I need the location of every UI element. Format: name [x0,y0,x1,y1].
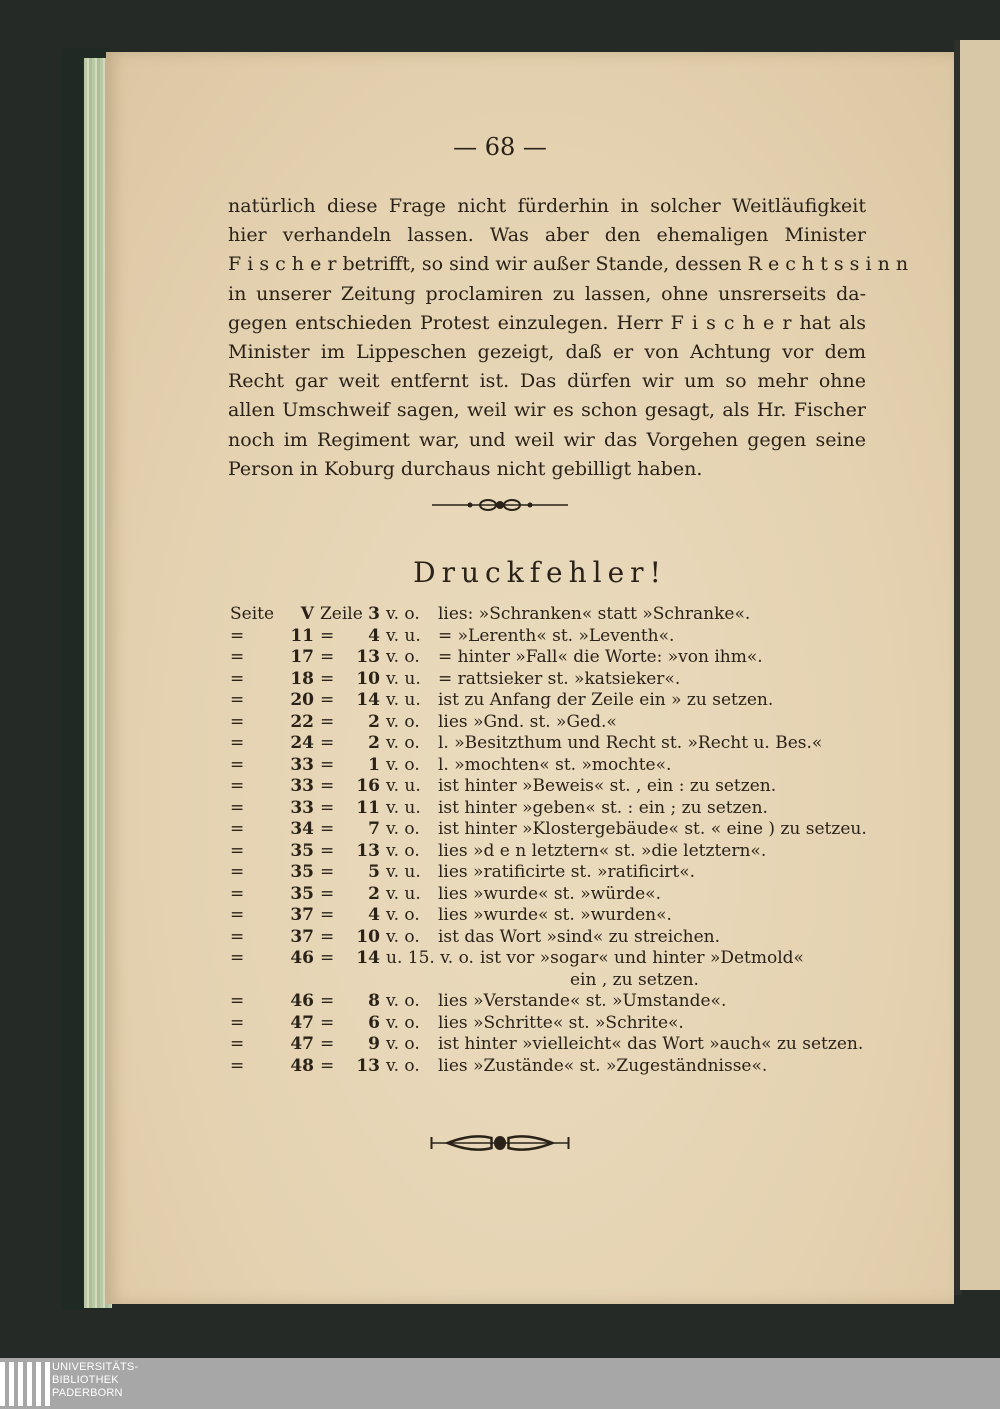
library-logo-text: UNIVERSITÄTS- BIBLIOTHEK PADERBORN [52,1361,139,1399]
errata-line-label: = [320,668,335,689]
errata-direction: v. o. [386,840,420,861]
errata-text: lies »Gnd. st. »Ged.« [438,711,617,732]
errata-text: lies: »Schranken« statt »Schranke«. [438,604,751,624]
errata-page: 33 [290,776,314,796]
errata-line: 8 [368,991,380,1011]
errata-page-label: Seite [230,604,275,624]
paragraph-line: natürlich diese Frage nicht fürderhin in solcher Weitläufigkeit [228,195,866,217]
errata-row [230,905,870,927]
errata-direction: v. o. [386,926,420,947]
paragraph-line: Person in Koburg durchaus nicht gebilligt haben. [228,457,703,480]
errata-line: 2 [368,711,380,732]
errata-page: 35 [290,883,314,904]
errata-line-label: = [320,711,335,732]
paragraph-line: F i s c h e r betrifft, so sind wir außer Stande, dessen R e c h t s s i n n [228,253,909,276]
errata-page-label: = [230,819,245,839]
errata-line-label: = [320,862,335,882]
errata-row [230,1013,870,1035]
errata-line-label: = [320,647,335,667]
errata-text: ist das Wort »sind« zu streichen. [438,926,721,947]
errata-line-label: = [320,625,335,646]
errata-page-label: = [230,776,245,796]
errata-line-label: = [320,776,335,796]
errata-row [230,626,870,648]
errata-page-label: = [230,668,245,689]
errata-page-label: = [230,926,245,947]
errata-heading: Druckfehler! [413,556,667,589]
errata-direction: v. o. [386,1055,420,1076]
errata-direction: v. u. [386,883,421,904]
errata-text: l. »mochten« st. »mochte«. [438,754,672,775]
errata-line-label: = [320,690,335,710]
paragraph-line: in unserer Zeitung proclamiren zu lassen, ohne unsrerseits da- [228,282,866,305]
errata-line: 4 [368,905,380,925]
paragraph-line: Recht gar weit entfernt ist. Das dürfen wir um so mehr ohne [228,370,866,393]
errata-row [230,841,870,863]
errata-row [230,948,870,970]
errata-line: 13 [356,1055,380,1076]
footer-bar [0,1358,1000,1409]
errata-text: = rattsieker st. »katsieker«. [438,668,681,689]
errata-page: 37 [290,905,314,925]
errata-page: 47 [290,1012,314,1033]
errata-page-label: = [230,625,245,646]
errata-line-label: = [320,733,335,753]
errata-page-label: = [230,733,245,753]
errata-line-label: = [320,926,335,947]
errata-line: 2 [368,883,380,904]
errata-line-label: = [320,754,335,775]
errata-page-label: = [230,840,245,861]
errata-page: 46 [290,948,314,968]
errata-direction: v. u. [386,776,421,796]
errata-page: 11 [290,625,314,646]
errata-row [230,819,870,841]
errata-row [230,604,870,626]
errata-text: l. »Besitzthum und Recht st. »Recht u. Bes.« [438,733,823,753]
errata-row [230,927,870,949]
errata-page: 37 [290,926,314,947]
errata-text: lies »Verstande« st. »Umstande«. [438,991,727,1011]
errata-direction: v. u. [386,797,421,818]
errata-page: 46 [290,991,314,1011]
errata-line-label: = [320,797,335,818]
errata-line-label: = [320,1034,335,1054]
paragraph-line: allen Umschweif sagen, weil wir es schon gesagt, als Hr. Fischer [228,399,866,422]
errata-direction: v. o. [386,819,420,839]
errata-page: 20 [290,690,314,710]
errata-text: ist hinter »Beweis« st. , ein : zu setzen. [438,776,777,796]
errata-row [230,970,870,992]
errata-page: 22 [290,711,314,732]
errata-page: 33 [290,754,314,775]
errata-line-label: = [320,948,335,968]
errata-row [230,798,870,820]
errata-text: ist hinter »vielleicht« das Wort »auch« zu setzen. [438,1034,864,1054]
errata-page: 17 [290,647,314,667]
errata-row [230,733,870,755]
errata-line: 10 [356,926,380,947]
facing-page [960,40,1000,1290]
errata-page-label: = [230,1034,245,1054]
errata-page: 34 [290,819,314,839]
errata-line: 5 [368,862,380,882]
errata-page: 48 [290,1055,314,1076]
errata-direction: v. o. [386,1034,420,1054]
errata-line: 2 [368,733,380,753]
errata-direction: u. 15. v. o. [386,948,474,968]
errata-line: 10 [356,668,380,689]
errata-line: 1 [368,754,380,775]
errata-page-label: = [230,690,245,710]
errata-row [230,755,870,777]
errata-direction: v. u. [386,625,421,646]
errata-row [230,862,870,884]
errata-line: 13 [356,840,380,861]
errata-row [230,1056,870,1078]
errata-row [230,776,870,798]
errata-row [230,884,870,906]
errata-text: lies »Schritte« st. »Schrite«. [438,1012,684,1033]
errata-text: ein , zu setzen. [570,969,699,990]
errata-line: 6 [368,1012,380,1033]
errata-page: 18 [290,668,314,689]
errata-text: = »Lerenth« st. »Leventh«. [438,625,675,646]
errata-direction: v. o. [386,604,420,624]
errata-page-label: = [230,711,245,732]
errata-line-label: = [320,819,335,839]
errata-line: 9 [368,1034,380,1054]
errata-text: lies »d e n letztern« st. »die letztern«. [438,840,767,861]
errata-page-label: = [230,862,245,882]
errata-direction: v. o. [386,711,420,732]
errata-line: 4 [368,625,380,646]
errata-page: 35 [290,840,314,861]
errata-direction: v. u. [386,862,421,882]
errata-page: 33 [290,797,314,818]
errata-direction: v. u. [386,668,421,689]
body-paragraph [228,192,909,484]
ornament-divider-icon [430,497,570,513]
errata-line-label: = [320,883,335,904]
errata-page-label: = [230,754,245,775]
errata-line-label: = [320,1012,335,1033]
errata-page: 24 [290,733,314,753]
errata-line: 14 [356,690,380,710]
errata-page-label: = [230,1055,245,1076]
errata-line: 11 [356,797,380,818]
ornament-tailpiece-icon [428,1133,573,1153]
errata-page-label: = [230,797,245,818]
errata-row [230,669,870,691]
errata-direction: v. o. [386,754,420,775]
errata-direction: v. o. [386,647,420,667]
errata-line-label: = [320,1055,335,1076]
errata-page-label: = [230,883,245,904]
errata-page: 35 [290,862,314,882]
errata-row [230,712,870,734]
errata-page: V [300,604,314,624]
errata-page-label: = [230,905,245,925]
errata-page-label: = [230,948,245,968]
errata-row [230,1034,870,1056]
errata-row [230,647,870,669]
errata-direction: v. u. [386,690,421,710]
paragraph-line: gegen entschieden Protest einzulegen. Herr F i s c h e r hat als [228,311,866,334]
paragraph-line: hier verhandeln lassen. Was aber den ehemaligen Minister [228,224,866,247]
errata-text: ist zu Anfang der Zeile ein » zu setzen. [438,690,774,710]
errata-text: ist vor »sogar« und hinter »Detmold« [479,948,804,968]
errata-direction: v. o. [386,991,420,1011]
errata-text: lies »wurde« st. »wurden«. [438,905,672,925]
errata-text: lies »Zustände« st. »Zugeständnisse«. [438,1055,768,1076]
errata-line-label: = [320,991,335,1011]
library-logo-icon [0,1362,50,1406]
errata-line: 16 [356,776,380,796]
errata-line: 3 [368,604,380,624]
errata-text: ist hinter »Klostergebäude« st. « eine ) zu setzeu. [438,819,867,839]
errata-line: 13 [356,647,380,667]
page-number: — 68 — [453,133,547,161]
errata-direction: v. o. [386,1012,420,1033]
errata-line: 7 [368,819,380,839]
errata-line-label: = [320,840,335,861]
errata-line-label: = [320,905,335,925]
errata-page-label: = [230,647,245,667]
errata-line: 14 [356,948,380,968]
errata-page: 47 [290,1034,314,1054]
paragraph-line: noch im Regiment war, und weil wir das Vorgehen gegen seine [228,428,866,451]
paragraph-line: Minister im Lippeschen gezeigt, daß er von Achtung vor dem [228,341,866,364]
errata-text: lies »ratificirte st. »ratificirt«. [438,862,696,882]
errata-row [230,690,870,712]
errata-text: ist hinter »geben« st. : ein ; zu setzen. [438,797,768,818]
errata-page-label: = [230,991,245,1011]
errata-page-label: = [230,1012,245,1033]
errata-row [230,991,870,1013]
errata-line-label: Zeile [320,604,363,624]
errata-direction: v. o. [386,905,420,925]
errata-list [230,604,870,1077]
errata-text: lies »wurde« st. »würde«. [438,883,661,904]
errata-direction: v. o. [386,733,420,753]
errata-text: = hinter »Fall« die Worte: »von ihm«. [438,647,763,667]
